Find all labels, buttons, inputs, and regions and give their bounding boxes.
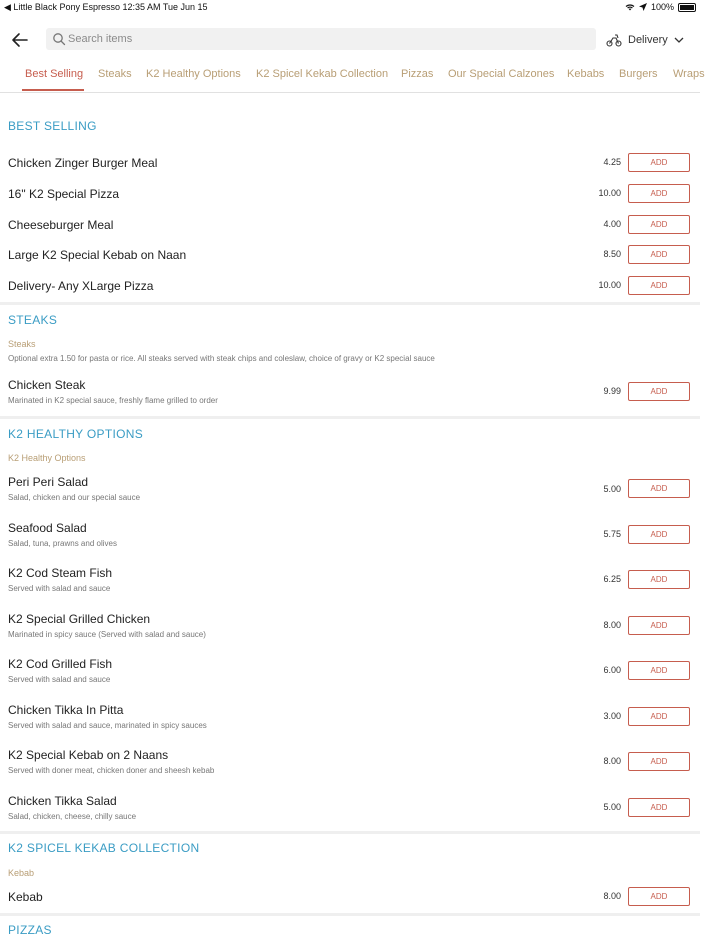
- add-button[interactable]: ADD: [628, 616, 690, 635]
- add-button[interactable]: ADD: [628, 798, 690, 817]
- item-name: Delivery- Any XLarge Pizza: [8, 279, 154, 293]
- item-name: Chicken Tikka Salad: [8, 794, 117, 808]
- tab-kebabs[interactable]: Kebabs: [567, 68, 605, 80]
- item-description: Marinated in spicy sauce (Served with salad and sauce): [8, 630, 206, 639]
- battery-percent: 100%: [650, 2, 674, 12]
- status-bar: [0, 0, 700, 14]
- item-price: 3.00: [603, 711, 621, 721]
- item-name: Large K2 Special Kebab on Naan: [8, 248, 187, 262]
- active-tab-indicator: [22, 89, 84, 91]
- tab-k2-healthy-options[interactable]: K2 Healthy Options: [146, 68, 241, 80]
- wifi-icon: [625, 3, 635, 11]
- item-description: Salad, chicken and our special sauce: [8, 493, 141, 502]
- item-price: 8.00: [603, 620, 621, 630]
- chevron-down-icon: [674, 37, 684, 43]
- tab-k2-spicel-kekab-collection[interactable]: K2 Spicel Kekab Collection: [256, 68, 389, 80]
- item-price: 4.25: [603, 157, 621, 167]
- battery-icon: [678, 3, 696, 12]
- add-button[interactable]: ADD: [628, 153, 690, 172]
- tab-best-selling[interactable]: Best Selling: [25, 68, 84, 80]
- item-price: 4.00: [603, 219, 621, 229]
- item-description: Served with salad and sauce: [8, 675, 111, 684]
- header: [0, 26, 700, 54]
- status-right: [625, 2, 696, 12]
- item-name: K2 Cod Steam Fish: [8, 566, 113, 580]
- item-price: 8.50: [603, 249, 621, 259]
- add-button[interactable]: ADD: [628, 887, 690, 906]
- item-name: K2 Cod Grilled Fish: [8, 657, 113, 671]
- add-button[interactable]: ADD: [628, 276, 690, 295]
- subcategory-label: Steaks: [8, 339, 36, 349]
- search-bar[interactable]: [46, 28, 596, 50]
- tab-pizzas[interactable]: Pizzas: [401, 68, 434, 80]
- item-description: Served with salad and sauce, marinated in spicy sauces: [8, 721, 207, 730]
- add-button[interactable]: ADD: [628, 525, 690, 544]
- item-description: Served with doner meat, chicken doner and sheesh kebab: [8, 766, 215, 775]
- item-description: Salad, tuna, prawns and olives: [8, 539, 117, 548]
- add-button[interactable]: ADD: [628, 661, 690, 680]
- subcategory-label: K2 Healthy Options: [8, 453, 86, 463]
- add-button[interactable]: ADD: [628, 382, 690, 401]
- item-price: 9.99: [603, 386, 621, 396]
- item-description: Marinated in K2 special sauce, freshly flame grilled to order: [8, 396, 218, 405]
- delivery-dropdown[interactable]: [606, 28, 684, 52]
- item-name: Chicken Zinger Burger Meal: [8, 156, 158, 170]
- item-price: 10.00: [598, 280, 621, 290]
- section-divider: [0, 831, 700, 834]
- item-price: 6.00: [603, 665, 621, 675]
- add-button[interactable]: ADD: [628, 570, 690, 589]
- add-button[interactable]: ADD: [628, 215, 690, 234]
- item-price: 8.00: [603, 756, 621, 766]
- scooter-icon: [606, 33, 622, 47]
- section-divider: [0, 913, 700, 916]
- delivery-label: Delivery: [628, 34, 668, 46]
- item-description: Salad, chicken, cheese, chilly sauce: [8, 812, 137, 821]
- section-title-best-selling: BEST SELLING: [8, 119, 97, 133]
- section-title-steaks: STEAKS: [8, 313, 58, 327]
- item-price: 10.00: [598, 188, 621, 198]
- subcategory-label: Kebab: [8, 868, 35, 878]
- category-tabs: [0, 62, 705, 93]
- tab-burgers[interactable]: Burgers: [619, 68, 658, 80]
- item-price: 6.25: [603, 574, 621, 584]
- add-button[interactable]: ADD: [628, 707, 690, 726]
- section-title-pizzas: PIZZAS: [8, 923, 52, 937]
- item-name: 16" K2 Special Pizza: [8, 187, 119, 201]
- tab-our-special-calzones[interactable]: Our Special Calzones: [448, 68, 555, 80]
- search-icon: [52, 32, 66, 46]
- section-divider: [0, 416, 700, 419]
- back-arrow-icon[interactable]: [10, 30, 30, 50]
- item-price: 5.75: [603, 529, 621, 539]
- item-name: Peri Peri Salad: [8, 475, 89, 489]
- status-left: ◀ Little Black Pony Espresso 12:35 AM Tue Jun 15: [4, 2, 208, 12]
- add-button[interactable]: ADD: [628, 184, 690, 203]
- item-name: Chicken Tikka In Pitta: [8, 703, 124, 717]
- item-name: Cheeseburger Meal: [8, 218, 114, 232]
- search-input[interactable]: [68, 28, 588, 50]
- section-divider: [0, 302, 700, 305]
- location-arrow-icon: [639, 3, 647, 11]
- item-price: 5.00: [603, 802, 621, 812]
- item-price: 5.00: [603, 484, 621, 494]
- section-title-k2-spicel-kekab-collection: K2 SPICEL KEKAB COLLECTION: [8, 841, 200, 855]
- subcategory-note: Optional extra 1.50 for pasta or rice. All steaks served with steak chips and coleslaw, choice of gravy or K2 special sauce: [8, 354, 435, 363]
- item-price: 8.00: [603, 891, 621, 901]
- add-button[interactable]: ADD: [628, 752, 690, 771]
- item-description: Served with salad and sauce: [8, 584, 111, 593]
- item-name: K2 Special Grilled Chicken: [8, 612, 151, 626]
- item-name: Kebab: [8, 890, 43, 904]
- tab-steaks[interactable]: Steaks: [98, 68, 132, 80]
- item-name: Seafood Salad: [8, 521, 87, 535]
- tab-wraps[interactable]: Wraps: [673, 68, 705, 80]
- section-title-k2-healthy-options: K2 HEALTHY OPTIONS: [8, 427, 143, 441]
- item-name: Chicken Steak: [8, 378, 86, 392]
- item-name: K2 Special Kebab on 2 Naans: [8, 748, 169, 762]
- add-button[interactable]: ADD: [628, 245, 690, 264]
- add-button[interactable]: ADD: [628, 479, 690, 498]
